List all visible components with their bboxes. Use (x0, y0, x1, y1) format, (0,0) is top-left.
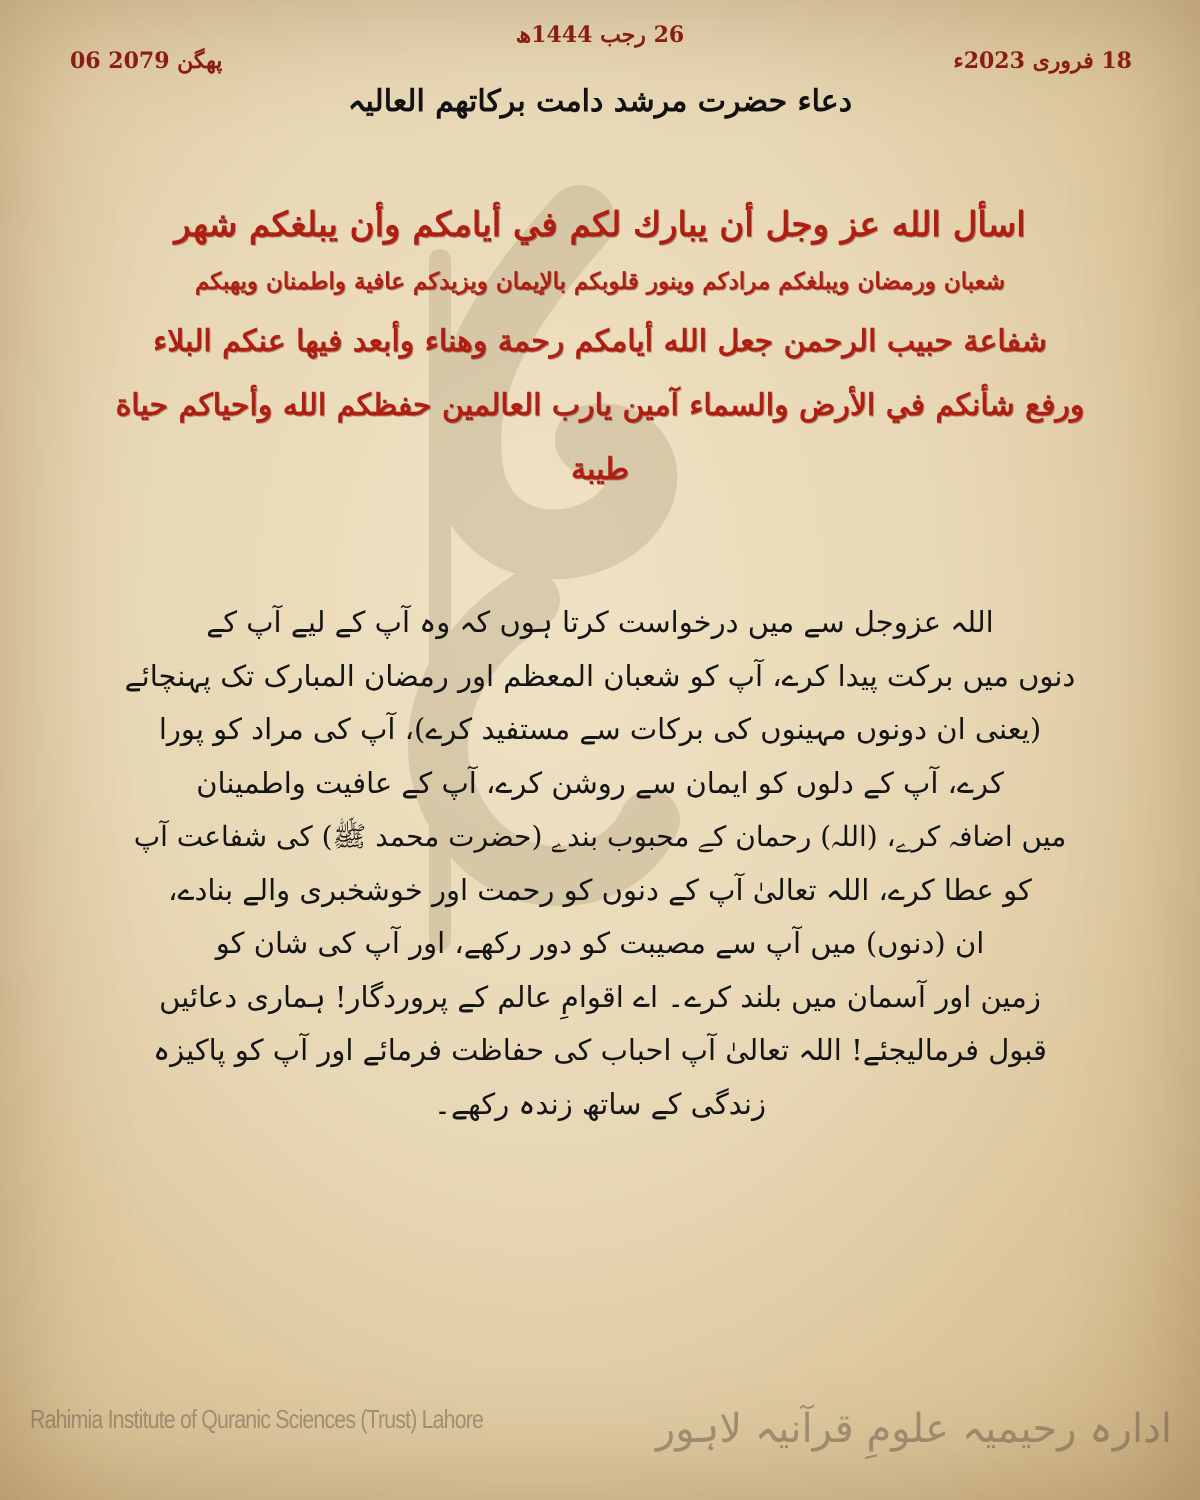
urdu-line: میں اضافہ کرے، (اللہ) رحمان کے محبوب بندے (حضرت محمد ﷺ) کی شفاعت آپ (133, 820, 1067, 853)
arabic-line-4: ورفع شأنكم في الأرض والسماء آمين يارب العالمين حفظكم الله وأحياكم حياة (115, 388, 1085, 423)
arabic-line-3: شفاعة حبيب الرحمن جعل الله أيامكم رحمة وهناء وأبعد فيها عنكم البلاء (153, 324, 1047, 359)
urdu-line: اللہ عزوجل سے میں درخواست کرتا ہوں کہ وہ آپ کے لیے آپ کے (206, 605, 994, 639)
urdu-line: زمین اور آسمان میں بلند کرے۔ اے اقوامِ عالم کے پروردگار! ہماری دعائیں (159, 979, 1041, 1014)
urdu-line: ان (دنوں) میں آپ سے مصیبت کو دور رکھے، اور آپ کی شان کو (215, 926, 985, 960)
date-row (70, 42, 1132, 82)
hijri-date: 26 رجب 1444ھ (515, 22, 685, 48)
institute-name-english: Rahimia Institute of Quranic Sciences (Trust) Lahore (30, 1404, 484, 1434)
arabic-line-5: طيبة (570, 452, 630, 487)
gregorian-date: 18 فروری 2023ء (953, 48, 1132, 74)
arabic-prayer (90, 196, 1110, 502)
arabic-line-2: شعبان ورمضان ويبلغكم مرادكم وينور قلوبكم بالإيمان ويزيدكم عافية واطمنان ويهبكم (194, 268, 1006, 295)
bikrami-date: 06 پھگن 2079 (70, 48, 223, 74)
institute-name-urdu: ادارہ رحیمیہ علومِ قرآنیہ لاہور (655, 1406, 1172, 1452)
page-title: دعاء حضرت مرشد دامت برکاتھم العالیہ (347, 84, 853, 119)
urdu-translation (120, 596, 1080, 1131)
urdu-line: (یعنی ان دونوں مہینوں کی برکات سے مستفید کرے)، آپ کی مراد کو پورا (158, 712, 1042, 746)
urdu-line: کرے، آپ کے دلوں کو ایمان سے روشن کرے، آپ کے عافیت واطمینان (196, 765, 1004, 800)
arabic-line-1: اسأل الله عز وجل أن يبارك لكم في أيامكم وأن يبلغكم شهر (174, 205, 1026, 245)
institute-footer (0, 1398, 1200, 1478)
urdu-line: زندگی کے ساتھ زندہ رکھے۔ (434, 1086, 766, 1121)
urdu-line: قبول فرمالیجئے! اللہ تعالیٰ آپ احباب کی حفاظت فرمائے اور آپ کو پاکیزہ (153, 1033, 1047, 1067)
urdu-line: کو عطا کرے، اللہ تعالیٰ آپ کے دنوں کو رحمت اور خوشخبری والے بنادے، (168, 872, 1032, 907)
urdu-line: دنوں میں برکت پیدا کرے، آپ کو شعبان المعظم اور رمضان المبارک تک پہنچائے (124, 658, 1076, 693)
